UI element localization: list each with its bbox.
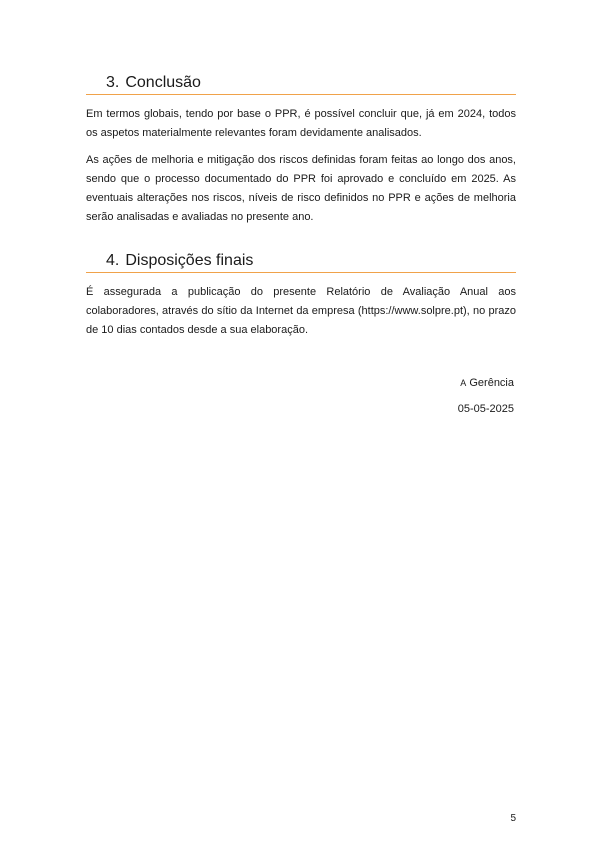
signature-date: 05-05-2025 [457, 403, 514, 415]
section-title: Conclusão [125, 74, 201, 91]
signature-line [460, 377, 514, 389]
section-number: 3. [106, 74, 120, 91]
section-title: Disposições finais [125, 252, 254, 269]
signature-entity: Gerência [469, 377, 514, 389]
section-number: 4. [106, 252, 120, 269]
signature-prefix: A [460, 378, 467, 388]
section-disposicoes-finais [86, 252, 516, 348]
section-heading [86, 74, 516, 95]
paragraph: Em termos globais, tendo por base o PPR, é possível concluir que, já em 2024, todos os aspetos materialmente relevantes foram devidamente analisados. [86, 108, 516, 139]
section-conclusao [86, 74, 516, 235]
section-heading [86, 252, 516, 273]
page-number: 5 [510, 813, 516, 824]
paragraph: É assegurada a publicação do presente Relatório de Avaliação Anual aos colaboradores, através do sítio da Internet da empresa (https://www.solpre.pt), no prazo de 10 dias contados desde a sua elaboração. [86, 286, 516, 336]
paragraph: As ações de melhoria e mitigação dos riscos definidas foram feitas ao longo dos anos, sendo que o processo documentado do PPR foi aprovado e concluído em 2025. As eventuais alterações nos riscos, níveis de risco definidos no PPR e ações de melhoria serão analisadas e avaliadas no presente ano. [86, 154, 516, 223]
